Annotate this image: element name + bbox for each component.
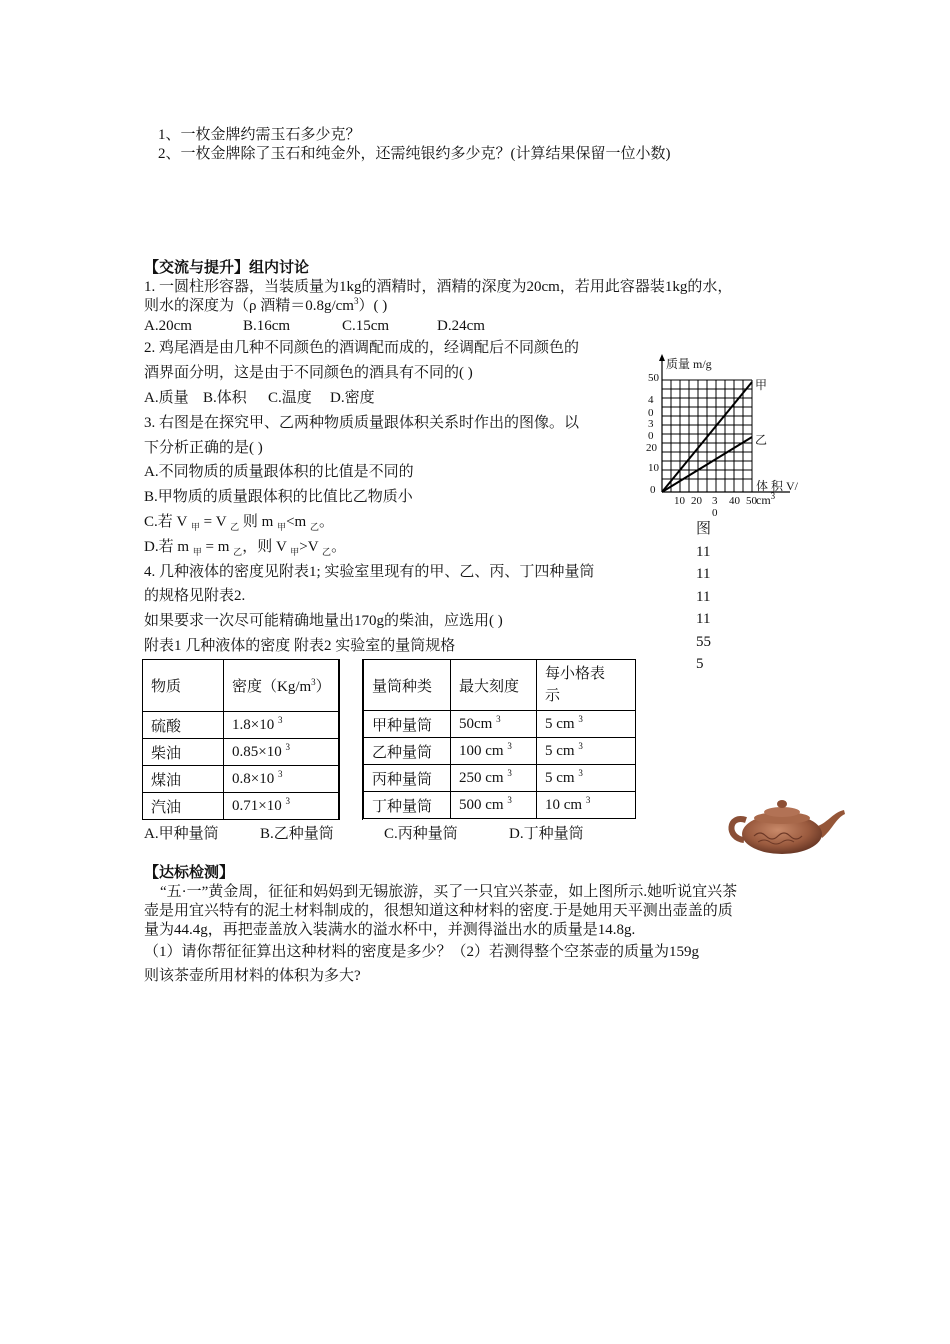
q2-text-line2: 酒界面分明，这是由于不同颜色的酒具有不同的( ) — [144, 365, 473, 381]
assessment-text-line3: 量为44.4g，再把壶盖放入装满水的溢水杯中，并测得溢出水的质量是14.8g. — [144, 922, 636, 938]
table1-cell-density: 0.85×10 $^3$ — [224, 739, 339, 766]
graph-x-tick: 10 — [674, 495, 685, 507]
q2-option-d: D.密度 — [330, 390, 375, 406]
q4-option-d: D.丁种量筒 — [509, 826, 584, 842]
question-gold-silver: 2、一枚金牌除了玉石和纯金外，还需纯银约多少克？(计算结果保留一位小数) — [158, 146, 671, 162]
assessment-question-line2: 则该茶壶所用材料的体积为多大? — [144, 968, 361, 984]
table2-cell-max: 100 cm $^3$ — [451, 738, 537, 765]
graph-y-tick: 4 — [648, 394, 654, 406]
q4-option-a: A.甲种量筒 — [144, 826, 219, 842]
q3-text-line2: 下分析正确的是( ) — [144, 440, 263, 456]
graph-y-label: 质量 m/g — [666, 357, 712, 371]
table-caption: 附表1 几种液体的密度 附表2 实验室的量筒规格 — [144, 638, 456, 654]
q2-option-a: A.质量 — [144, 390, 189, 406]
q3-option-d: D.若 m $_甲$ = m $_乙$，则 V $_甲$>V $_乙$。 — [144, 539, 347, 557]
table1-cell-substance: 硫酸 — [143, 712, 224, 739]
teapot-icon — [724, 792, 846, 860]
table2-header-max: 最大刻度 — [451, 660, 537, 711]
table2-cell-max: 250 cm $^3$ — [451, 765, 537, 792]
liquid-density-table — [142, 659, 339, 820]
graph-x-tick: 0 — [712, 507, 718, 519]
graph-x-tick: 50 — [746, 495, 757, 507]
table1-header-density: 密度$(Kg/m^3)$ — [224, 660, 339, 712]
table1-cell-density: 1.8×10 $^3$ — [224, 712, 339, 739]
q4-option-b: B.乙种量筒 — [260, 826, 334, 842]
graph-y-tick: 3 — [648, 418, 654, 430]
y-axis-arrow-icon — [659, 354, 665, 361]
table2-cell-max: 50cm $^3$ — [451, 711, 537, 738]
table1-cell-substance: 煤油 — [143, 766, 224, 793]
q4-text-line1: 4. 几种液体的密度见附表1; 实验室里现有的甲、乙、丙、丁四种量筒 — [144, 564, 595, 580]
mass-volume-graph — [640, 350, 825, 520]
graph-y-tick: 10 — [648, 462, 659, 474]
q1-option-c: C.15cm — [342, 318, 390, 334]
figure-caption: 图 11 11 11 11 55 5 — [696, 521, 712, 672]
q4-text-line2: 的规格见附表2. — [144, 588, 246, 604]
series-label-yi: 乙 — [755, 433, 768, 447]
section-title-assessment: 【达标检测】 — [144, 865, 235, 881]
table2-cell-max: 500 cm $^3$ — [451, 792, 537, 819]
table2-header-type: 量筒种类 — [364, 660, 451, 711]
graph-y-tick: 0 — [648, 430, 654, 442]
q1-option-b: B.16cm — [243, 318, 291, 334]
table1-header-substance: 物质 — [143, 660, 224, 712]
q2-option-c: C.温度 — [268, 390, 312, 406]
table2-cell-division: 10 cm $^3$ — [537, 792, 636, 819]
q1-text-line2: 则水的深度为（ρ 酒精$=0.8g/cm^3$）( ) — [144, 296, 388, 314]
q1-text-line1: 1. 一圆柱形容器，当装质量为1kg的酒精时，酒精的深度为20cm，若用此容器装1kg的水， — [144, 279, 733, 295]
graph-y-tick: 0 — [648, 407, 654, 419]
series-label-jia: 甲 — [755, 378, 768, 392]
table2-cell-type: 丙种量筒 — [364, 765, 451, 792]
table-separator — [339, 659, 363, 820]
table2-cell-type: 丁种量筒 — [364, 792, 451, 819]
q3-option-b: B.甲物质的质量跟体积的比值比乙物质小 — [144, 489, 413, 505]
table1-cell-density: 0.71×10 $^3$ — [224, 793, 339, 820]
graph-x-tick: 40 — [729, 495, 740, 507]
graph-origin: 0 — [650, 484, 656, 496]
teapot-image — [724, 792, 846, 860]
table1-cell-density: 0.8×10 $^3$ — [224, 766, 339, 793]
graph-x-label: 体 积 V/ — [756, 479, 799, 493]
question-gold-jade: 1、一枚金牌约需玉石多少克？ — [158, 127, 361, 143]
q2-option-b: B.体积 — [203, 390, 247, 406]
q4-option-c: C.丙种量筒 — [384, 826, 458, 842]
table2-cell-division: 5 cm $^3$ — [537, 711, 636, 738]
graph-y-tick: 50 — [648, 372, 659, 384]
table2-cell-type: 乙种量筒 — [364, 738, 451, 765]
table2-cell-division: 5 cm $^3$ — [537, 738, 636, 765]
cylinder-spec-table — [363, 659, 636, 819]
table2-cell-type: 甲种量筒 — [364, 711, 451, 738]
graph-x-tick: 3 — [712, 495, 718, 507]
graph-y-tick: 20 — [646, 442, 657, 454]
assessment-question-line1: （1）请你帮征征算出这种材料的密度是多少？（2）若测得整个空茶壶的质量为159g — [144, 944, 700, 960]
table1-cell-substance: 汽油 — [143, 793, 224, 820]
q1-option-a: A.20cm — [144, 318, 192, 334]
section-title-discussion: 【交流与提升】组内讨论 — [144, 260, 310, 276]
q2-text-line1: 2. 鸡尾酒是由几种不同颜色的酒调配而成的，经调配后不同颜色的 — [144, 340, 580, 356]
q4-text-line3: 如果要求一次尽可能精确地量出170g的柴油，应选用( ) — [144, 613, 503, 629]
graph-x-tick: 20 — [691, 495, 702, 507]
q1-option-d: D.24cm — [437, 318, 485, 334]
q3-option-a: A.不同物质的质量跟体积的比值是不同的 — [144, 464, 414, 480]
table1-cell-substance: 柴油 — [143, 739, 224, 766]
table2-cell-division: 5 cm $^3$ — [537, 765, 636, 792]
q3-option-c: C.若 V $_甲$ = V $_乙$ 则 m $_甲$<m $_乙$。 — [144, 514, 334, 532]
q3-text-line1: 3. 右图是在探究甲、乙两种物质质量跟体积关系时作出的图像。以 — [144, 415, 580, 431]
assessment-text-line2: 壶是用宜兴特有的泥土材料制成的，很想知道这种材料的密度.于是她用天平测出壶盖的质 — [144, 903, 733, 919]
assessment-text-line1: “五·一”黄金周，征征和妈妈到无锡旅游，买了一只宜兴茶壶，如上图所示.她听说宜兴茶 — [160, 884, 738, 900]
graph-x-unit: $cm^3$ — [756, 491, 776, 507]
table2-header-division: 每小格表 示 — [537, 660, 636, 711]
